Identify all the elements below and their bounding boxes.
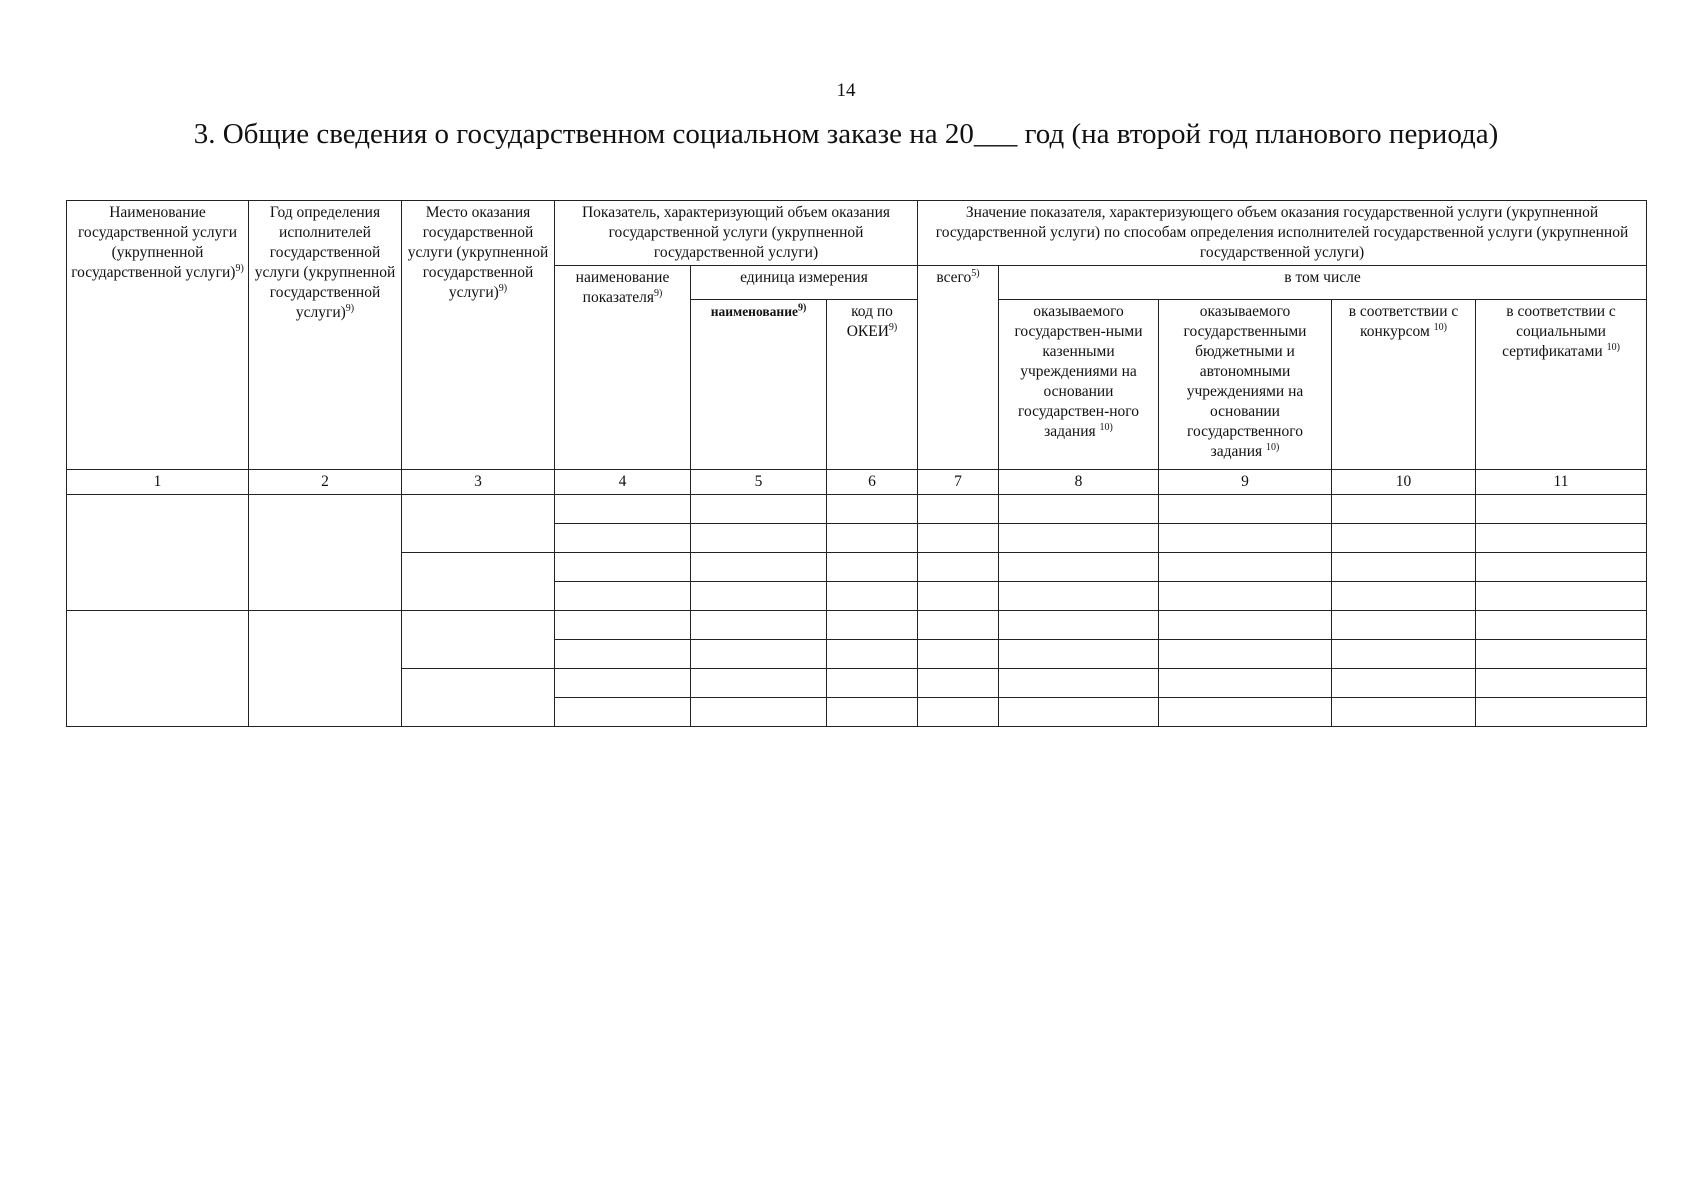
column-number: 2: [249, 470, 402, 495]
cell[interactable]: [691, 640, 827, 669]
cell[interactable]: [918, 553, 999, 582]
cell[interactable]: [1476, 553, 1647, 582]
cell-place[interactable]: [402, 611, 555, 669]
header-including: в том числе: [999, 266, 1647, 300]
cell[interactable]: [1332, 669, 1476, 698]
column-number: 9: [1159, 470, 1332, 495]
cell[interactable]: [691, 582, 827, 611]
cell-place[interactable]: [402, 495, 555, 553]
cell[interactable]: [691, 611, 827, 640]
cell[interactable]: [999, 553, 1159, 582]
header-indicator-group: Показатель, характеризующий объем оказания государственной услуги (укрупненной государственной услуги): [555, 201, 918, 266]
page-number: 14: [836, 80, 856, 101]
cell[interactable]: [555, 698, 691, 727]
cell[interactable]: [1159, 640, 1332, 669]
cell[interactable]: [918, 495, 999, 524]
header-service-name: Наименование государственной услуги (укрупненной государственной услуги)$^{9)}$: [67, 201, 249, 470]
column-number: 10: [1332, 470, 1476, 495]
column-number: 8: [999, 470, 1159, 495]
cell[interactable]: [1159, 553, 1332, 582]
cell[interactable]: [1332, 611, 1476, 640]
cell[interactable]: [918, 611, 999, 640]
cell[interactable]: [691, 698, 827, 727]
column-number: 7: [918, 470, 999, 495]
section-title: 3. Общие сведения о государственном социальном заказе на 20___ год (на второй год планового периода): [193, 118, 1499, 150]
cell[interactable]: [1159, 669, 1332, 698]
cell[interactable]: [827, 640, 918, 669]
column-number: 5: [691, 470, 827, 495]
cell-service-name[interactable]: [67, 495, 249, 611]
header-competition: в соответствии с конкурсом $^{10)}$: [1332, 300, 1476, 470]
header-budget-institutions: оказываемого государственными бюджетными и автономными учреждениями на основании государственного задания $^{10)}$: [1159, 300, 1332, 470]
cell[interactable]: [999, 640, 1159, 669]
header-social-certificates: в соответствии с социальными сертификатами $^{10)}$: [1476, 300, 1647, 470]
header-unit-group: единица измерения: [691, 266, 918, 300]
cell[interactable]: [1332, 640, 1476, 669]
cell[interactable]: [1476, 524, 1647, 553]
cell[interactable]: [1332, 582, 1476, 611]
column-number: 3: [402, 470, 555, 495]
cell[interactable]: [1476, 698, 1647, 727]
cell[interactable]: [999, 698, 1159, 727]
column-number: 4: [555, 470, 691, 495]
cell[interactable]: [827, 495, 918, 524]
cell[interactable]: [999, 524, 1159, 553]
cell[interactable]: [555, 669, 691, 698]
column-number: 1: [67, 470, 249, 495]
cell[interactable]: [918, 524, 999, 553]
cell[interactable]: [1332, 524, 1476, 553]
cell-place[interactable]: [402, 669, 555, 727]
cell[interactable]: [555, 553, 691, 582]
header-unit-name: наименование$^{9)}$: [691, 300, 827, 470]
cell[interactable]: [827, 611, 918, 640]
cell[interactable]: [1476, 669, 1647, 698]
cell[interactable]: [1159, 524, 1332, 553]
cell-place[interactable]: [402, 553, 555, 611]
cell[interactable]: [1332, 698, 1476, 727]
cell[interactable]: [555, 524, 691, 553]
cell-service-name[interactable]: [67, 611, 249, 727]
header-value-group: Значение показателя, характеризующего объем оказания государственной услуги (укрупненной государственной услуги) по способам определения исполнителей государственной услуги (укрупненной государственной услуги): [918, 201, 1647, 266]
cell[interactable]: [827, 553, 918, 582]
cell[interactable]: [1159, 495, 1332, 524]
cell[interactable]: [1159, 611, 1332, 640]
cell[interactable]: [918, 640, 999, 669]
cell[interactable]: [999, 669, 1159, 698]
cell[interactable]: [918, 669, 999, 698]
cell[interactable]: [999, 611, 1159, 640]
header-year-determination: Год определения исполнителей государственной услуги (укрупненной государственной услуги)$^{9)}$: [249, 201, 402, 470]
cell[interactable]: [1476, 495, 1647, 524]
header-state-institutions: оказываемого государствен-ными казенными учреждениями на основании государствен-ного задания $^{10)}$: [999, 300, 1159, 470]
cell[interactable]: [691, 495, 827, 524]
cell[interactable]: [555, 582, 691, 611]
cell[interactable]: [691, 553, 827, 582]
cell[interactable]: [999, 582, 1159, 611]
cell[interactable]: [1159, 698, 1332, 727]
cell[interactable]: [1476, 611, 1647, 640]
cell[interactable]: [918, 582, 999, 611]
column-number: 11: [1476, 470, 1647, 495]
cell[interactable]: [555, 495, 691, 524]
cell[interactable]: [691, 524, 827, 553]
table-row: [67, 495, 1647, 524]
cell[interactable]: [999, 495, 1159, 524]
cell[interactable]: [1332, 495, 1476, 524]
cell[interactable]: [555, 611, 691, 640]
cell[interactable]: [827, 669, 918, 698]
cell[interactable]: [1332, 553, 1476, 582]
header-total: всего$^{5)}$: [918, 266, 999, 470]
column-number: 6: [827, 470, 918, 495]
cell-year[interactable]: [249, 611, 402, 727]
cell-year[interactable]: [249, 495, 402, 611]
cell[interactable]: [827, 698, 918, 727]
cell[interactable]: [1476, 640, 1647, 669]
social-order-table: [66, 200, 1647, 727]
cell[interactable]: [827, 582, 918, 611]
cell[interactable]: [918, 698, 999, 727]
cell[interactable]: [691, 669, 827, 698]
cell[interactable]: [1159, 582, 1332, 611]
table-row: [67, 611, 1647, 640]
header-indicator-name: наименование показателя$^{9)}$: [555, 266, 691, 470]
cell[interactable]: [1476, 582, 1647, 611]
header-service-place: Место оказания государственной услуги (укрупненной государственной услуги)$^{9)}$: [402, 201, 555, 470]
header-okei-code: код по ОКЕИ$^{9)}$: [827, 300, 918, 470]
cell[interactable]: [555, 640, 691, 669]
cell[interactable]: [827, 524, 918, 553]
